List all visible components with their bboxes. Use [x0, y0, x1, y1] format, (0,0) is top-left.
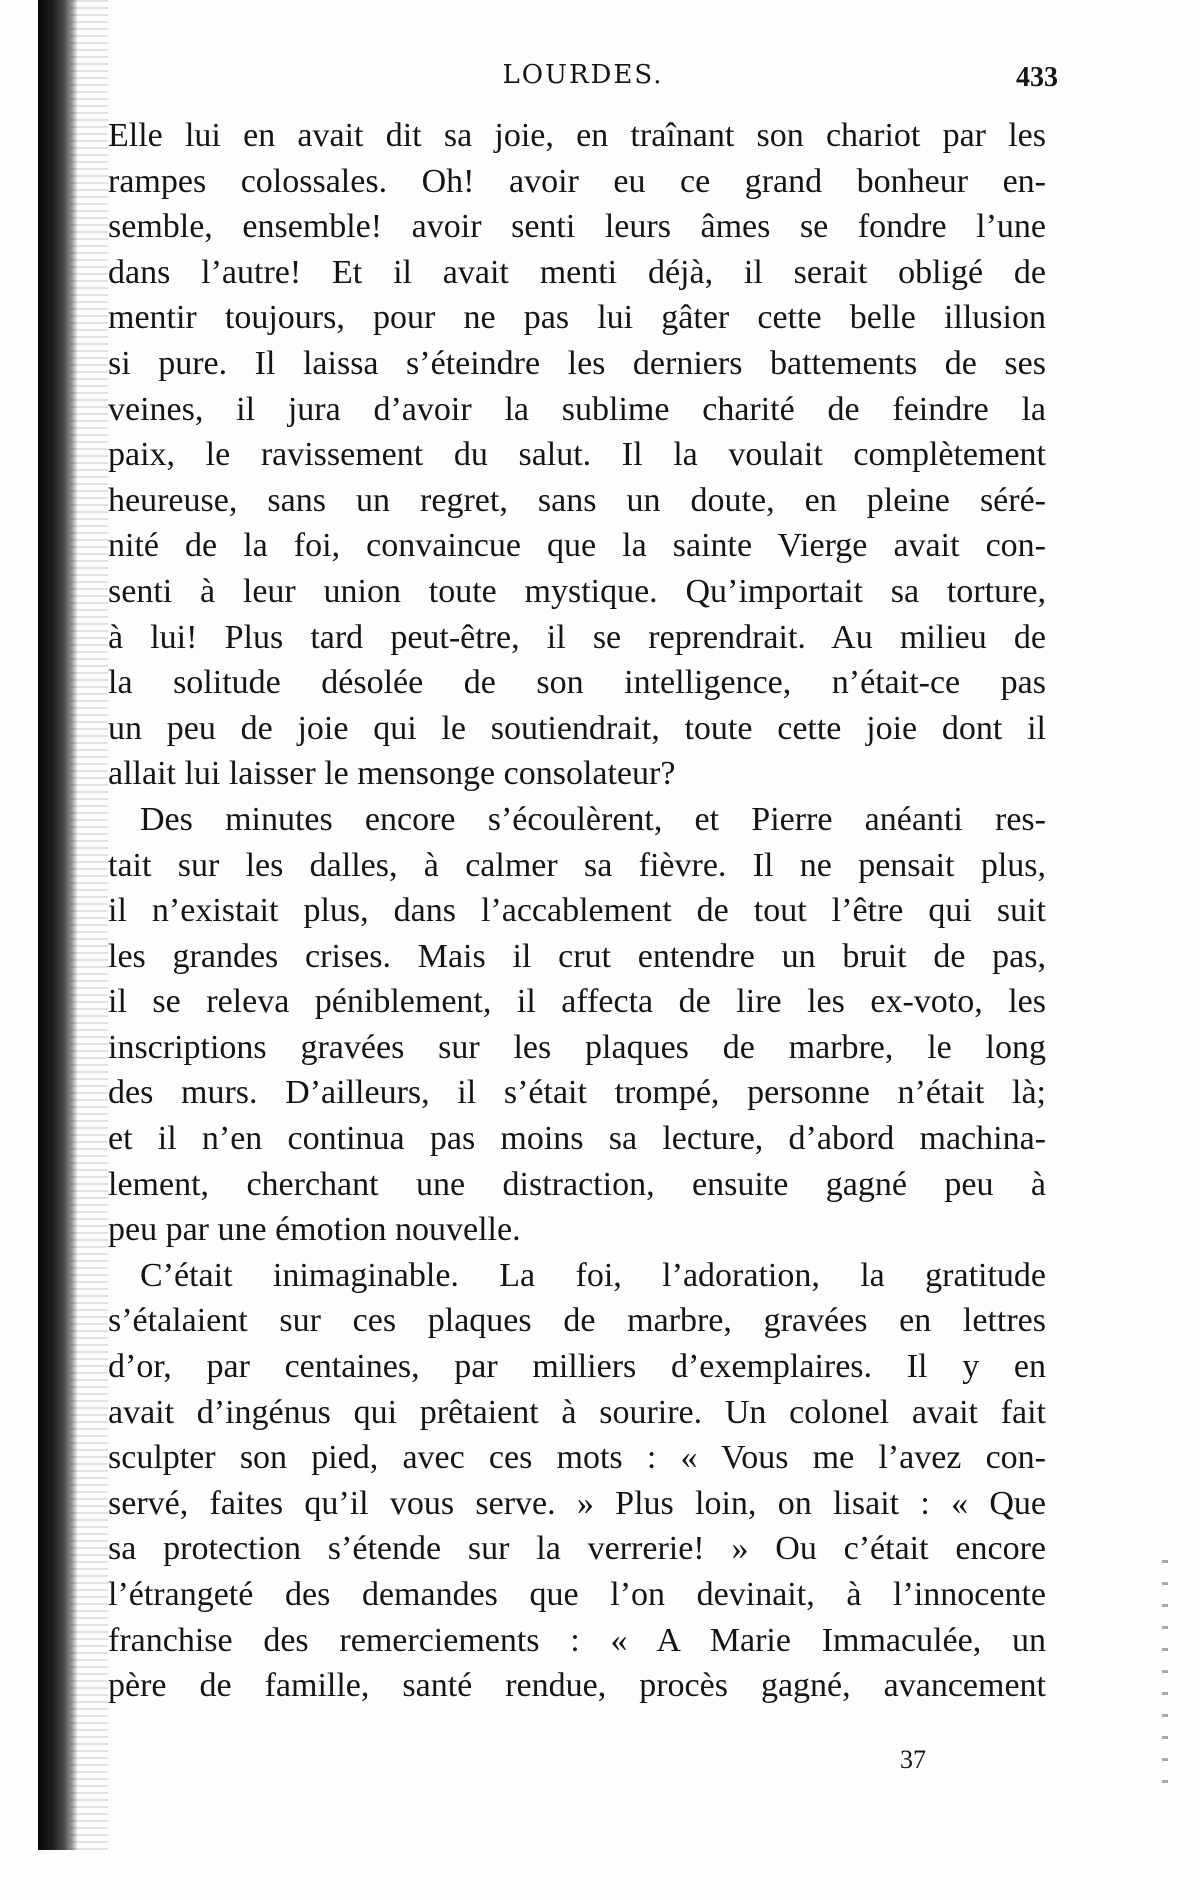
text-line: et il n’en continua pas moins sa lecture, d’abord machina-	[108, 1120, 1046, 1158]
text-line: franchise des remerciements : « A Marie Immaculée, un	[108, 1621, 1046, 1659]
page-header	[108, 60, 1058, 96]
paragraph-last-line: peu par une émotion nouvelle.	[108, 1211, 521, 1249]
paragraph-first-line: Des minutes encore s’écoulèrent, et Pierre anéanti res-	[140, 800, 1046, 838]
text-line: sculpter son pied, avec ces mots : « Vous me l’avez con-	[108, 1439, 1046, 1477]
paragraph-first-line: C’était inimaginable. La foi, l’adoration, la gratitude	[140, 1256, 1046, 1294]
text-line: avait d’ingénus qui prêtaient à sourire. Un colonel avait fait	[108, 1393, 1046, 1431]
text-line: lement, cherchant une distraction, ensuite gagné peu à	[108, 1165, 1046, 1203]
text-line: inscriptions gravées sur les plaques de marbre, le long	[108, 1028, 1046, 1066]
text-line: sa protection s’étende sur la verrerie! » Ou c’était encore	[108, 1530, 1046, 1568]
text-line: père de famille, santé rendue, procès gagné, avancement	[108, 1667, 1046, 1705]
running-title: LOURDES.	[502, 60, 664, 90]
page-number: 433	[1016, 62, 1058, 93]
text-line: veines, il jura d’avoir la sublime charité de feindre la	[108, 390, 1046, 428]
text-line: servé, faites qu’il vous serve. » Plus loin, on lisait : « Que	[108, 1484, 1046, 1522]
right-edge-marks	[1162, 1560, 1168, 1790]
text-line: s’étalaient sur ces plaques de marbre, gravées en lettres	[108, 1302, 1046, 1340]
signature-mark: 37	[900, 1745, 926, 1774]
text-line: à lui! Plus tard peut-être, il se reprendrait. Au milieu de	[108, 618, 1046, 656]
text-line: un peu de joie qui le soutiendrait, toute cette joie dont il	[108, 709, 1046, 747]
text-line: nité de la foi, convaincue que la sainte Vierge avait con-	[108, 527, 1046, 565]
text-line: il se releva péniblement, il affecta de lire les ex-voto, les	[108, 983, 1046, 1021]
text-line: la solitude désolée de son intelligence, n’était-ce pas	[108, 664, 1046, 702]
text-line: tait sur les dalles, à calmer sa fièvre. Il ne pensait plus,	[108, 846, 1046, 884]
text-line: senti à leur union toute mystique. Qu’importait sa torture,	[108, 572, 1046, 610]
text-line: mentir toujours, pour ne pas lui gâter cette belle illusion	[108, 299, 1046, 337]
text-line: heureuse, sans un regret, sans un doute, en pleine séré-	[108, 481, 1046, 519]
text-line: rampes colossales. Oh! avoir eu ce grand bonheur en-	[108, 162, 1046, 200]
text-line: semble, ensemble! avoir senti leurs âmes se fondre l’une	[108, 208, 1046, 246]
body-text	[108, 113, 1046, 1709]
text-line: il n’existait plus, dans l’accablement de tout l’être qui suit	[108, 892, 1046, 930]
text-line: l’étrangeté des demandes que l’on devinait, à l’innocente	[108, 1576, 1046, 1613]
text-line: paix, le ravissement du salut. Il la voulait complètement	[108, 436, 1046, 474]
text-line: des murs. D’ailleurs, il s’était trompé, personne n’était là;	[108, 1074, 1046, 1112]
text-line: les grandes crises. Mais il crut entendre un bruit de pas,	[108, 937, 1046, 975]
text-line: d’or, par centaines, par milliers d’exemplaires. Il y en	[108, 1348, 1046, 1386]
text-line: Elle lui en avait dit sa joie, en traînant son chariot par les	[108, 117, 1046, 154]
paragraph-last-line: allait lui laisser le mensonge consolateur?	[108, 755, 676, 793]
text-line: dans l’autre! Et il avait menti déjà, il serait obligé de	[108, 253, 1046, 291]
text-line: si pure. Il laissa s’éteindre les derniers battements de ses	[108, 344, 1046, 382]
scan-speckle	[70, 0, 108, 1850]
